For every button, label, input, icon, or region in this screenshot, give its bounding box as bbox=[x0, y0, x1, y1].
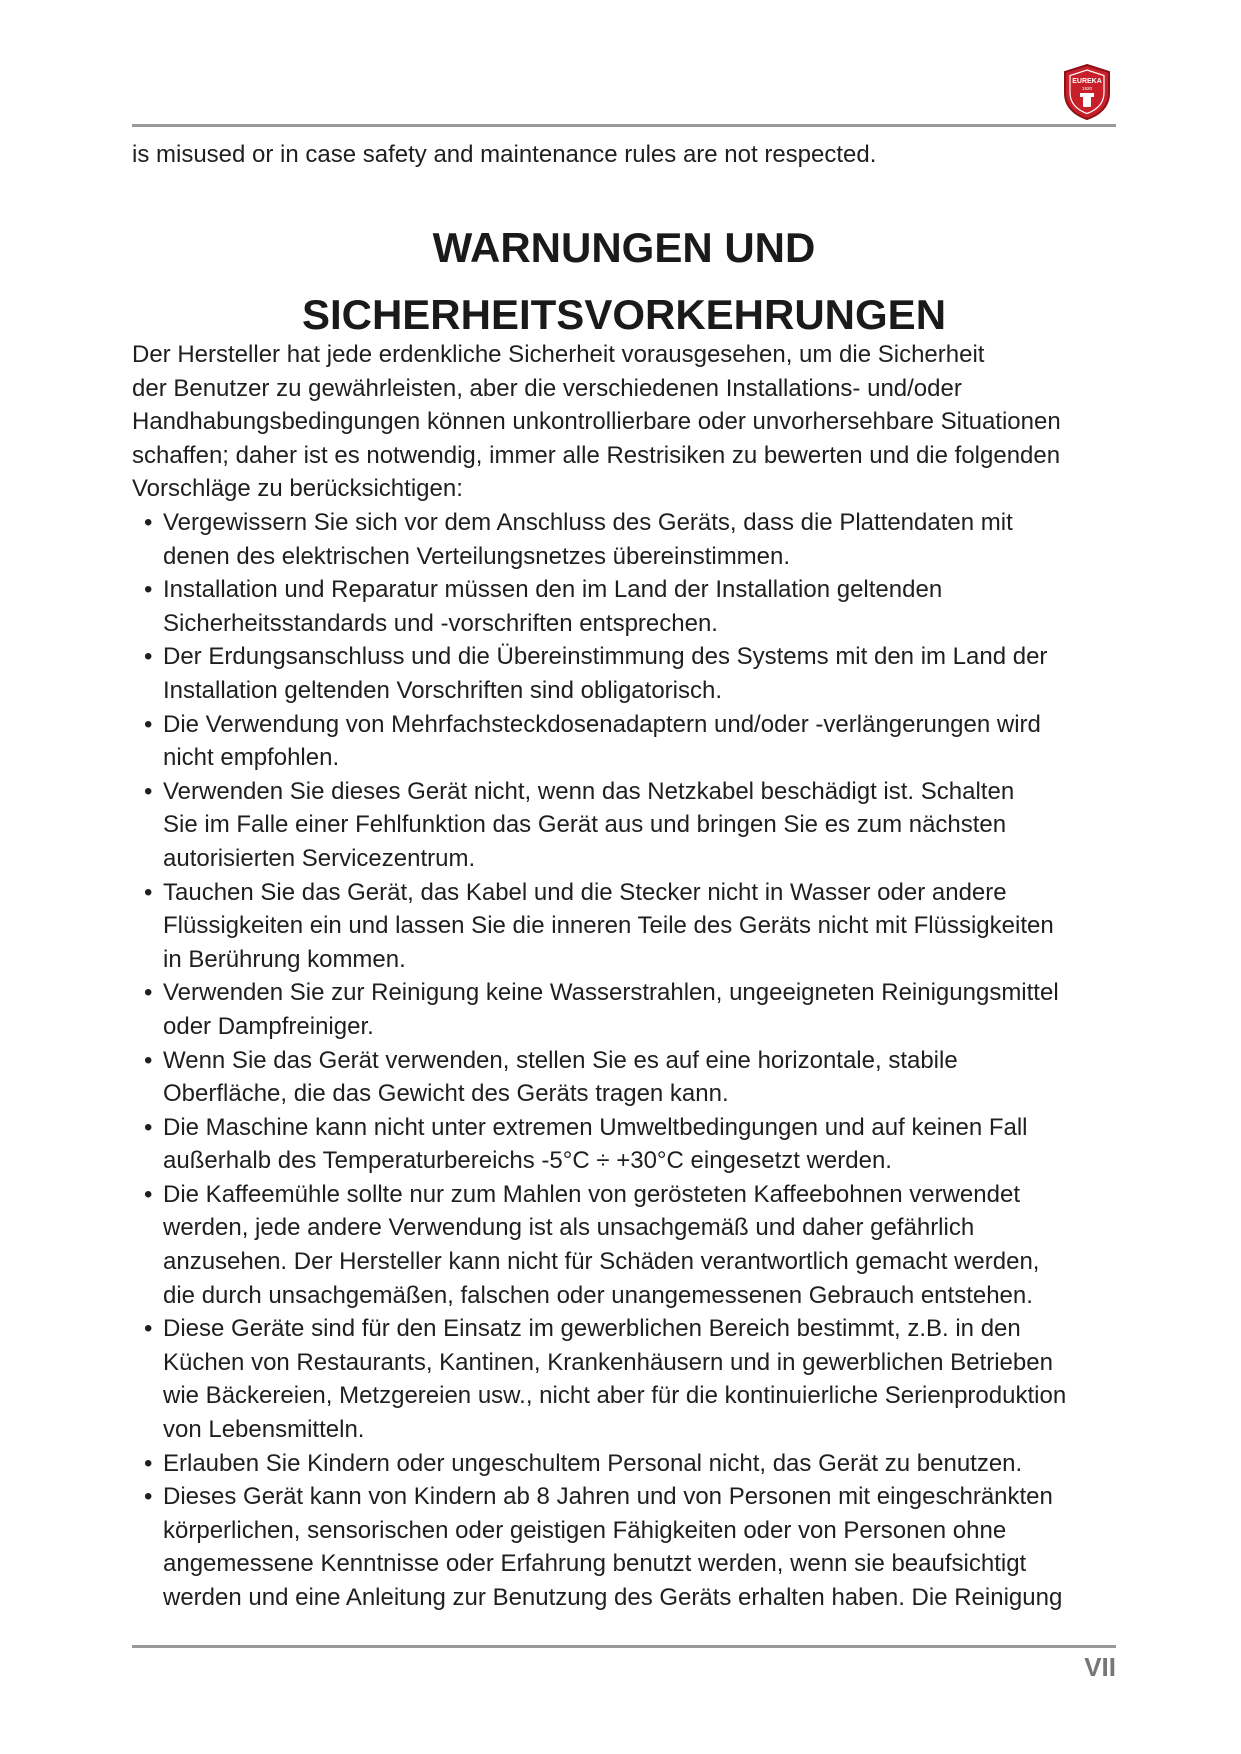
list-item-text: Die Kaffeemühle sollte nur zum Mahlen von gerösteten Kaffeebohnen verwendet werden, jede andere Verwendung ist als unsachgemäß und daher gefährlich anzusehen. Der Hersteller kann nicht für Schäden verantwortlich gemacht werden, die durch unsachgemäßen, falschen oder unangemessenen Gebrauch entstehen. bbox=[163, 1180, 1040, 1309]
brand-shield-icon bbox=[1061, 63, 1113, 121]
list-item bbox=[132, 640, 1132, 707]
list-item bbox=[132, 1480, 1132, 1614]
heading-line-2: SICHERHEITSVORKEHRUNGEN bbox=[301, 291, 947, 338]
bullet-icon: • bbox=[144, 710, 153, 738]
bullet-icon: • bbox=[144, 979, 153, 1007]
list-item bbox=[132, 708, 1132, 775]
page-number: VII bbox=[1084, 1652, 1116, 1682]
bullet-icon: • bbox=[144, 878, 153, 906]
bullet-icon: • bbox=[144, 1483, 153, 1511]
list-item bbox=[132, 1111, 1132, 1178]
list-item bbox=[132, 506, 1132, 573]
footer-divider bbox=[132, 1645, 1116, 1648]
bullet-icon: • bbox=[144, 643, 153, 671]
continuation-text: is misused or in case safety and maintenance rules are not respected. bbox=[132, 141, 877, 168]
bullet-icon: • bbox=[144, 777, 153, 805]
list-item bbox=[132, 775, 1132, 876]
bullet-icon: • bbox=[144, 1046, 153, 1074]
list-item bbox=[132, 976, 1132, 1043]
list-item-text: Diese Geräte sind für den Einsatz im gewerblichen Bereich bestimmt, z.B. in den Küchen von Restaurants, Kantinen, Krankenhäusern und in gewerblichen Betrieben wie Bäckereien, Metzgereien usw., nicht aber für die kontinuierliche Serienproduktion von Lebensmitteln. bbox=[163, 1315, 1067, 1444]
svg-text:EUREKA: EUREKA bbox=[1072, 78, 1102, 85]
list-item-text: Wenn Sie das Gerät verwenden, stellen Sie es auf eine horizontale, stabile Oberfläche, die das Gewicht des Geräts tragen kann. bbox=[163, 1046, 958, 1108]
brand-logo bbox=[1061, 63, 1113, 121]
list-item-text: Verwenden Sie dieses Gerät nicht, wenn das Netzkabel beschädigt ist. Schalten Sie im Falle einer Fehlfunktion das Gerät aus und bringen Sie es zum nächsten autorisierten Servicezentrum. bbox=[163, 777, 1015, 872]
list-item bbox=[132, 1044, 1132, 1111]
warning-list bbox=[132, 506, 1132, 1615]
list-item-text: Der Erdungsanschluss und die Übereinstimmung des Systems mit den im Land der Installation geltenden Vorschriften sind obligatorisch. bbox=[163, 643, 1048, 704]
list-item-text: Die Verwendung von Mehrfachsteckdosenadaptern und/oder -verlängerungen wird nicht empfohlen. bbox=[163, 710, 1041, 772]
bullet-icon: • bbox=[144, 576, 153, 604]
list-item-text: Installation und Reparatur müssen den im Land der Installation geltenden Sicherheitsstandards und -vorschriften entsprechen. bbox=[163, 576, 943, 637]
list-item-text: Dieses Gerät kann von Kindern ab 8 Jahren und von Personen mit eingeschränkten körperlichen, sensorischen oder geistigen Fähigkeiten oder von Personen ohne angemessene Kenntnisse oder Erfahrung benutzt werden, wenn sie beaufsichtigt werden und eine Anleitung zur Benutzung des Geräts erhalten haben. Die Reinigung bbox=[163, 1483, 1063, 1611]
svg-text:1920: 1920 bbox=[1081, 86, 1093, 91]
list-item bbox=[132, 1312, 1132, 1446]
bullet-icon: • bbox=[144, 1315, 153, 1343]
heading-line-1: WARNUNGEN UND bbox=[432, 224, 816, 271]
intro-paragraph: Der Hersteller hat jede erdenkliche Sicherheit vorausgesehen, um die Sicherheit der Benutzer zu gewährleisten, aber die verschiedenen Installations- und/oder Handhabungsbedingungen können unkontrollierbare oder unvorhersehbare Situationen schaffen; daher ist es notwendig, immer alle Restrisiken zu bewerten und die folgenden Vorschläge zu berücksichtigen: bbox=[132, 341, 1061, 503]
header-divider bbox=[132, 124, 1116, 127]
list-item-text: Erlauben Sie Kindern oder ungeschultem Personal nicht, das Gerät zu benutzen. bbox=[163, 1449, 1023, 1477]
list-item-text: Verwenden Sie zur Reinigung keine Wasserstrahlen, ungeeigneten Reinigungsmittel oder Dampfreiniger. bbox=[163, 979, 1059, 1040]
bullet-icon: • bbox=[144, 1449, 153, 1477]
list-item-text: Tauchen Sie das Gerät, das Kabel und die Stecker nicht in Wasser oder andere Flüssigkeiten ein und lassen Sie die inneren Teile des Geräts nicht mit Flüssigkeiten in Berührung kommen. bbox=[163, 878, 1054, 973]
bullet-icon: • bbox=[144, 509, 153, 536]
bullet-icon: • bbox=[144, 1180, 153, 1208]
list-item bbox=[132, 876, 1132, 977]
list-item bbox=[132, 573, 1132, 640]
section-heading bbox=[132, 214, 1116, 348]
list-item-text: Die Maschine kann nicht unter extremen Umweltbedingungen und auf keinen Fall außerhalb des Temperaturbereichs -5°C ÷ +30°C eingesetzt werden. bbox=[163, 1113, 1028, 1175]
list-item-text: Vergewissern Sie sich vor dem Anschluss des Geräts, dass die Plattendaten mit denen des elektrischen Verteilungsnetzes übereinstimmen. bbox=[163, 509, 1013, 570]
bullet-icon: • bbox=[144, 1113, 153, 1141]
list-item bbox=[132, 1178, 1132, 1312]
list-item bbox=[132, 1447, 1132, 1481]
